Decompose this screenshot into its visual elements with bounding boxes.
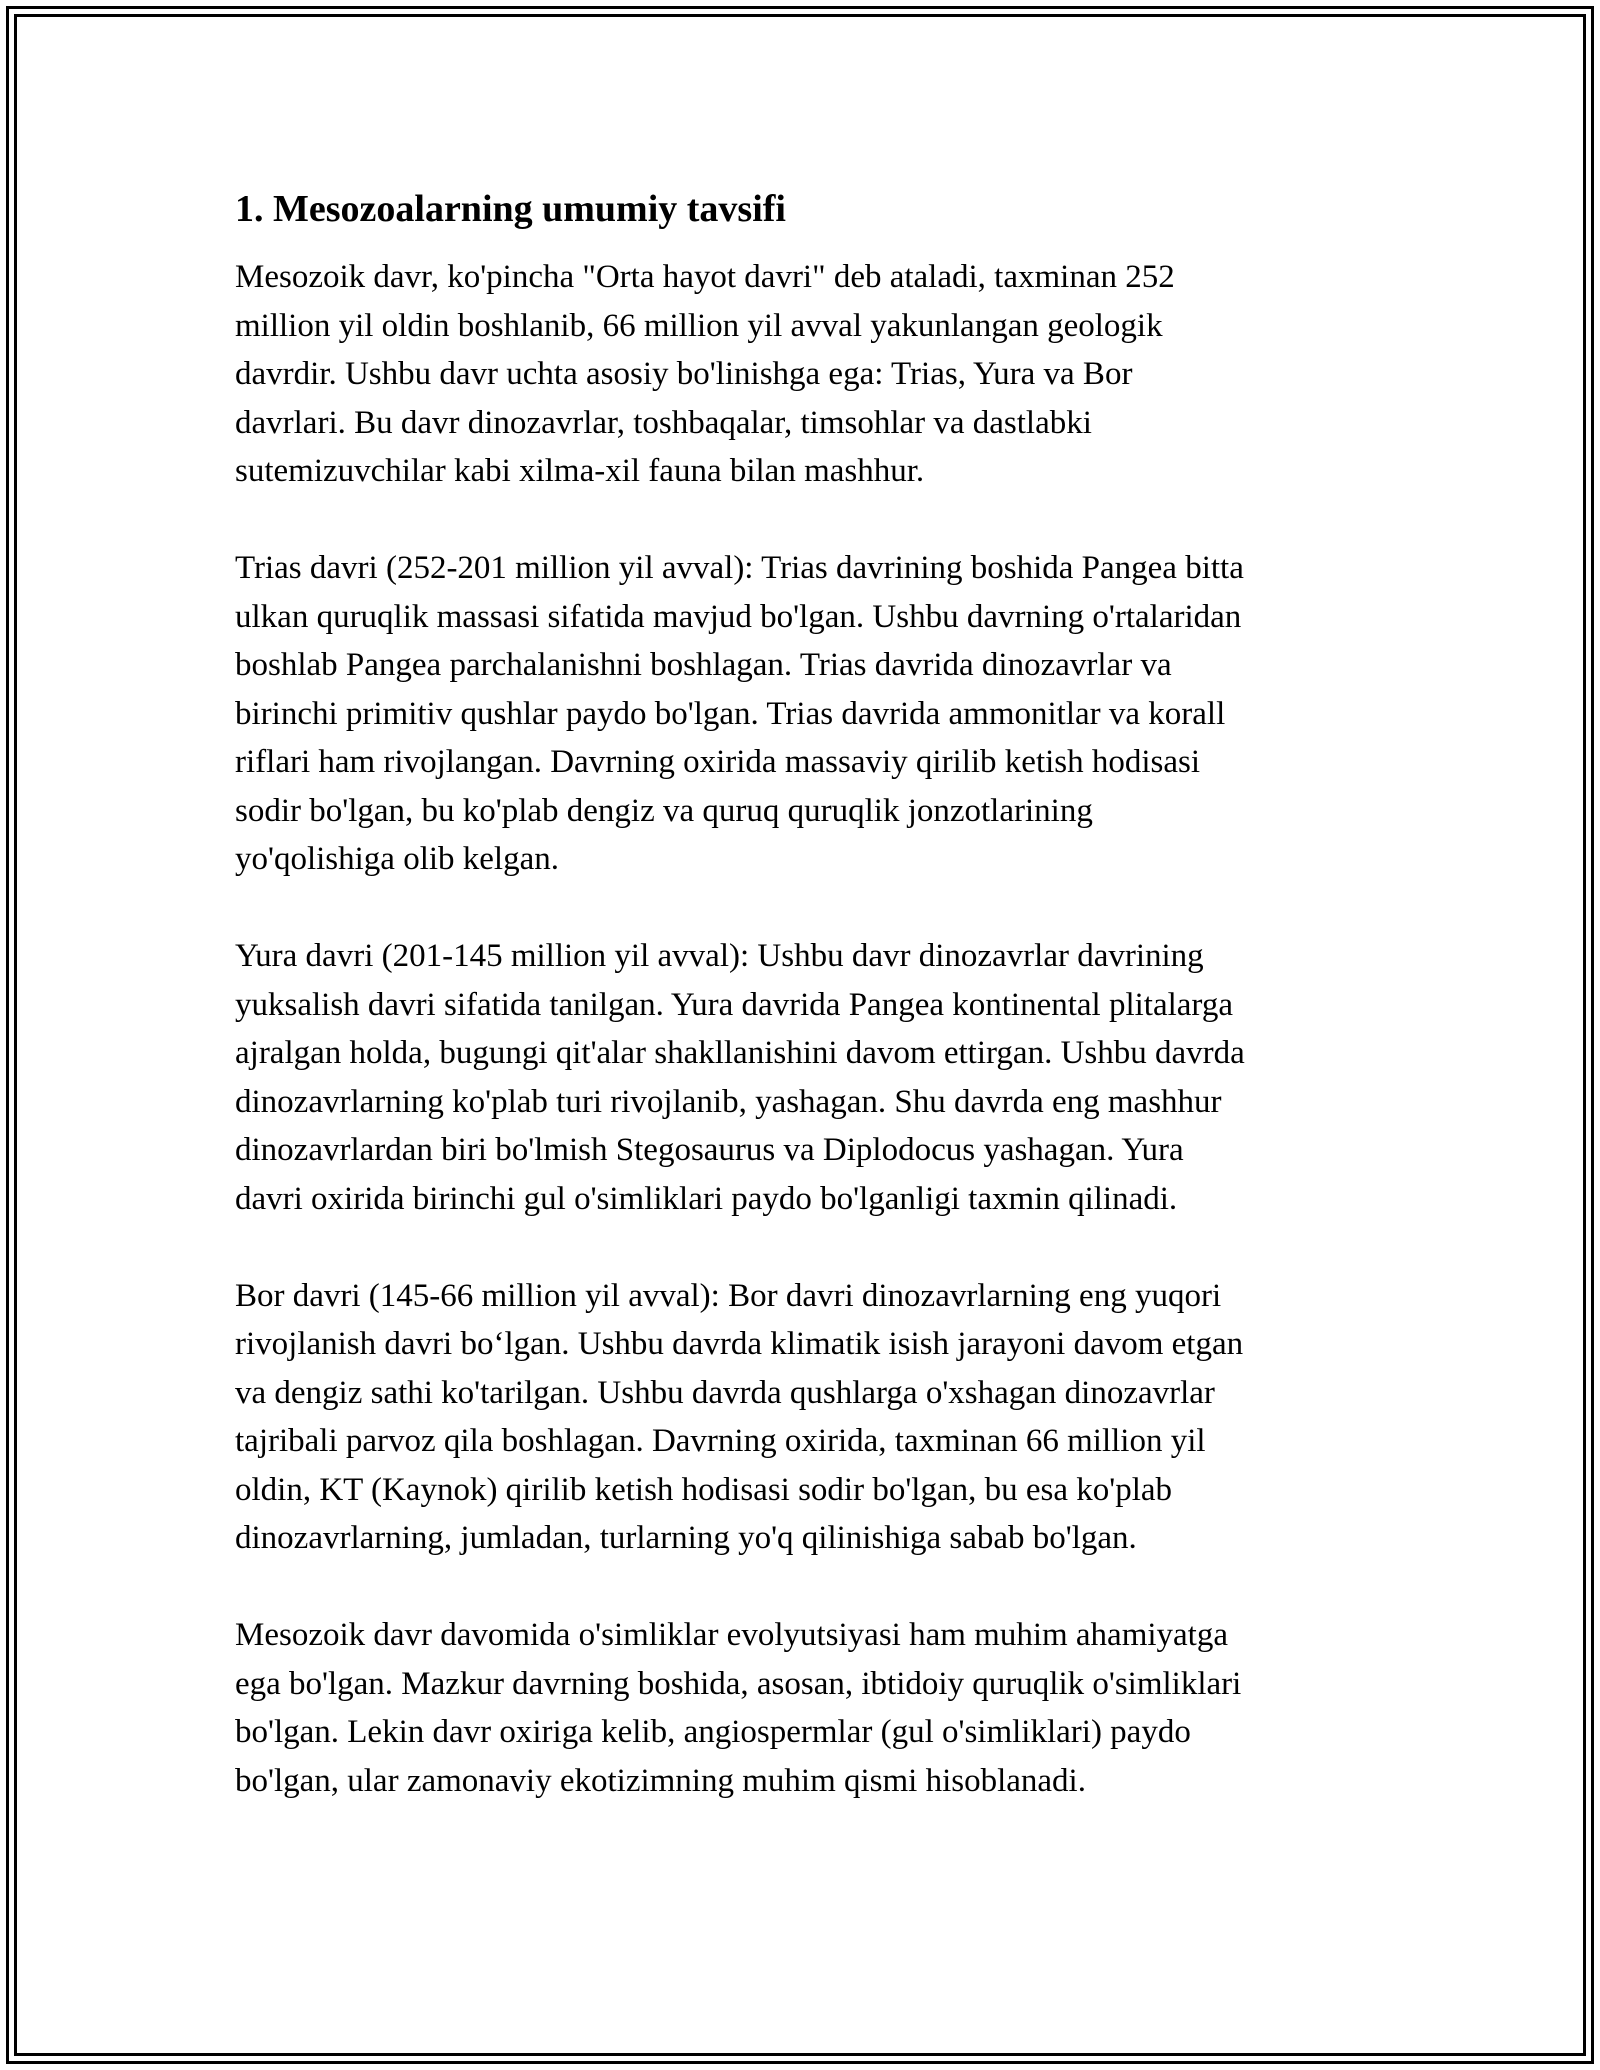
paragraph-intro: Mesozoik davr, ko'pincha "Orta hayot davri" deb ataladi, taxminan 252 million yil oldin boshlanib, 66 million yil avval yakunlangan geologik davrdir. Ushbu davr uchta asosiy bo'linishga ega: Trias, Yura va Bor davrlari. Bu davr dinozavrlar, toshbaqalar, timsohlar va dastlabki sutemizuvchilar kabi xilma-xil fauna bilan mashhur. xyxy=(235,259,1175,489)
paragraph-bor: Bor davri (145-66 million yil avval): Bor davri dinozavrlarning eng yuqori rivojlanish davri bo‘lgan. Ushbu davrda klimatik isish jarayoni davom etgan va dengiz sathi ko'tarilgan. Ushbu davrda qushlarga o'xshagan dinozavrlar tajribali parvoz qila boshlagan. Davrning oxirida, taxminan 66 million yil oldin, KT (Kaynok) qirilib ketish hodisasi sodir bo'lgan, bu esa ko'plab dinozavrlarning, jumladan, turlarning yo'q qilinishiga sabab bo'lgan. xyxy=(235,1277,1244,1556)
section-title: 1. Mesozoalarning umumiy tavsifi xyxy=(235,188,786,230)
paragraph-trias: Trias davri (252-201 million yil avval): Trias davrining boshida Pangea bitta ulkan quruqlik massasi sifatida mavjud bo'lgan. Ushbu davrning o'rtalaridan boshlab Pangea parchalanishni boshlagan. Trias davrida dinozavrlar va birinchi primitiv qushlar paydo bo'lgan. Trias davrida ammonitlar va korall riflari ham rivojlangan. Davrning oxirida massaviy qirilib ketish hodisasi sodir bo'lgan, bu ko'plab dengiz va quruq quruqlik jonzotlarining yo'qolishiga olib kelgan. xyxy=(235,550,1244,877)
document-content xyxy=(235,185,1365,1805)
paragraph-yura: Yura davri (201-145 million yil avval): Ushbu davr dinozavrlar davrining yuksalish davri sifatida tanilgan. Yura davrida Pangea kontinental plitalarga ajralgan holda, bugungi qit'alar shakllanishini davom ettirgan. Ushbu davrda dinozavrlarning ko'plab turi rivojlanib, yashagan. Shu davrda eng mashhur dinozavrlardan biri bo'lmish Stegosaurus va Diplodocus yashagan. Yura davri oxirida birinchi gul o'simliklari paydo bo'lganligi taxmin qilinadi. xyxy=(235,938,1245,1217)
paragraph-plants: Mesozoik davr davomida o'simliklar evolyutsiyasi ham muhim ahamiyatga ega bo'lgan. Mazkur davrning boshida, asosan, ibtidoiy quruqlik o'simliklari bo'lgan. Lekin davr oxiriga kelib, angiospermlar (gul o'simliklari) paydo bo'lgan, ular zamonaviy ekotizimning muhim qismi hisoblanadi. xyxy=(235,1617,1242,1799)
